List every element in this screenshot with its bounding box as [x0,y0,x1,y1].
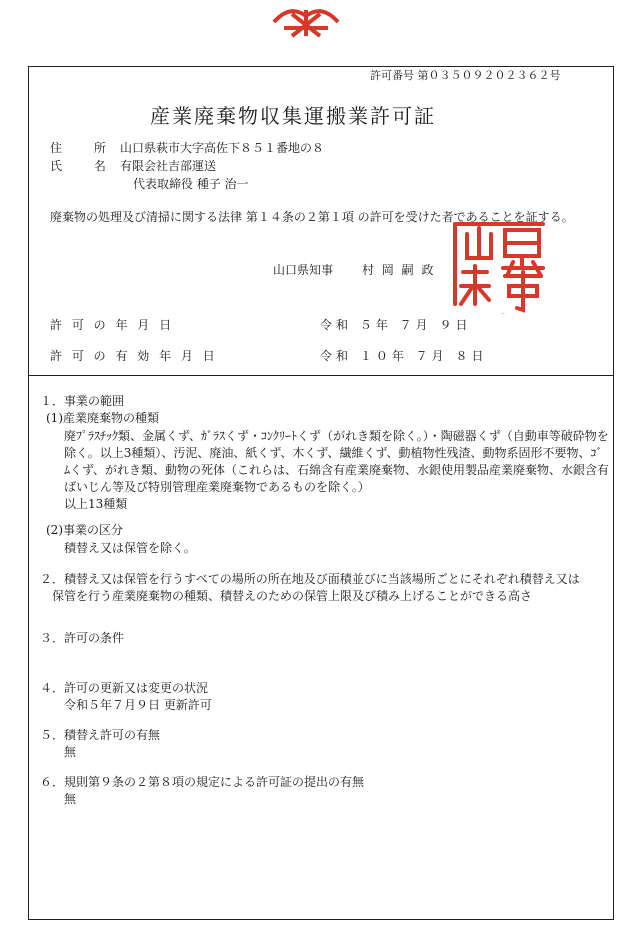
issuer-title: 山口県知事 [273,263,334,277]
section-4-heading: ４．許可の更新又は変更の状況 [40,681,209,695]
name-label: 氏 名 [50,159,120,173]
permit-date: 令和 ５年 ７月 ９日 [320,318,472,332]
waste-types-line-3: ﾑくず、がれき類、動物の死体（これらは、石綿含有産業廃棄物、水銀使用製品産業廃棄物、水銀含有 [64,463,610,477]
section-divider [28,375,614,376]
receipt-stamp-icon [270,2,342,40]
section-3-heading: ３．許可の条件 [40,631,125,645]
waste-types-line-4: ばいじん等及び特別管理産業廃棄物であるものを除く。） [64,480,370,494]
section-2-line-2: 保管を行う産業廃棄物の種類、積替えのための保管上限及び積み上げることができる高さ [52,589,533,603]
address-label: 住 所 [50,141,120,155]
official-seal-icon [447,216,553,316]
section-6-heading: ６．規則第９条の２第８項の規定による許可証の提出の有無 [40,775,365,789]
section-6-value: 無 [64,792,77,806]
waste-types-line-2: 除く。以上3種類）、汚泥、廃油、紙くず、木くず、繊維くず、動植物性残渣、動物系固形不要物、ｺﾞ [64,446,603,460]
section-1-sub-2: (2)事業の区分 [46,523,123,537]
section-5-heading: ５．積替え許可の有無 [40,728,161,742]
waste-types-line-1: 廃ﾌﾟﾗｽﾁｯｸ類、金属くず、ｶﾞﾗｽくず・ｺﾝｸﾘｰﾄくず（がれき類を除く。）・陶磁器くず（自動車等破砕物を [64,429,609,443]
section-2-line-1: ２．積替え又は保管を行うすべての場所の所在地及び面積並びに当該場所ごとにそれぞれ積替え又は [40,572,580,586]
validity-date: 令和 １０年 ７月 ８日 [320,349,488,363]
seal-text: 山口県知事 [500,314,505,315]
document-title: 産業廃棄物収集運搬業許可証 [150,104,436,128]
address-value: 山口県萩市大字高佐下８５１番地の８ [120,141,325,155]
section-1-sub-1: (1)産業廃棄物の種類 [46,411,159,425]
section-1-heading: １．事業の範囲 [40,394,125,408]
certification-text: 廃棄物の処理及び清掃に関する法律 第１４条の２第１項 の許可を受けた者であることを証する。 [50,210,574,224]
permit-number: 許可番号 第０３５０９２０２３６２号 [370,69,561,82]
representative-name: 代表取締役 種子 治一 [133,177,249,191]
waste-types-total: 以上13種類 [64,497,128,511]
company-name: 有限会社吉部運送 [120,159,217,173]
issuer-name: 村 岡 嗣 政 [362,263,436,277]
section-4-value: 令和５年７月９日 更新許可 [64,698,212,712]
section-5-value: 無 [64,745,77,759]
validity-label: 許 可 の 有 効 年 月 日 [50,349,218,363]
business-division: 積替え又は保管を除く。 [64,541,196,555]
permit-date-label: 許 可 の 年 月 日 [50,318,175,332]
